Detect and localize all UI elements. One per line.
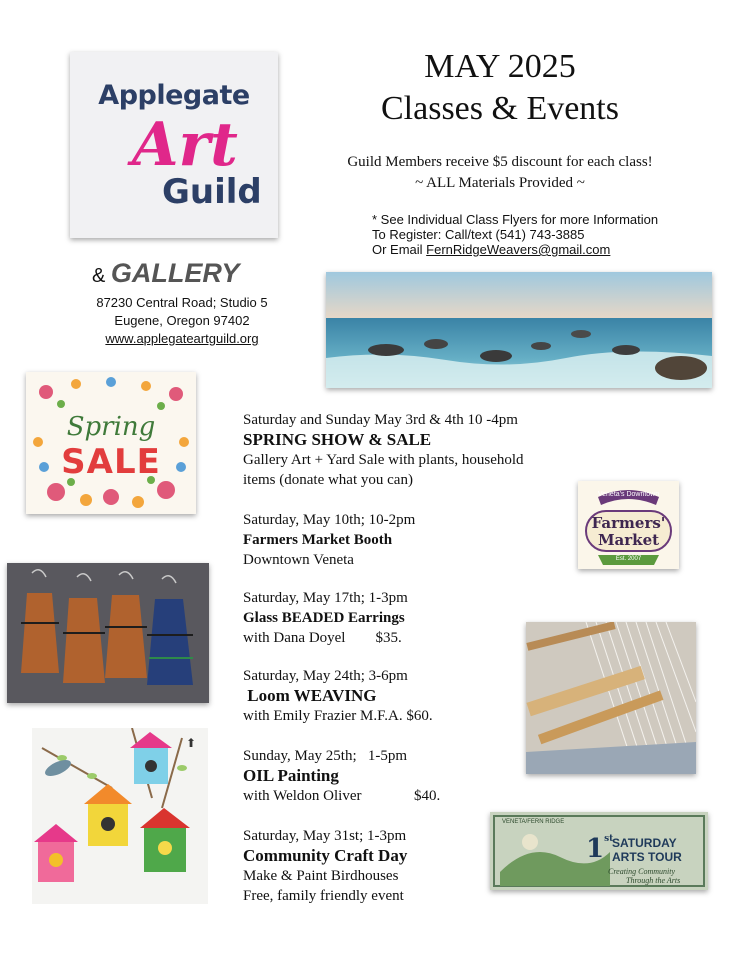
page-title: MAY 2025 bbox=[424, 48, 576, 85]
page-subtitle: Classes & Events bbox=[381, 90, 619, 127]
event-detail: with Emily Frazier M.F.A. $60. bbox=[243, 708, 433, 724]
note-flyers: * See Individual Class Flyers for more Information bbox=[372, 212, 659, 227]
event-title: Loom WEAVING bbox=[243, 686, 377, 705]
event-title: Community Craft Day bbox=[243, 846, 408, 865]
tour-tag-2: Through the Arts bbox=[626, 876, 681, 885]
discount-text: Guild Members receive $5 discount for each class! bbox=[347, 154, 653, 170]
event-date: Saturday and Sunday May 3rd & 4th 10 -4pm bbox=[243, 412, 518, 428]
event-detail: Free, family friendly event bbox=[243, 888, 404, 904]
farmers-market-image bbox=[578, 481, 679, 569]
spring-text: Spring bbox=[66, 412, 156, 442]
farmers-word: Farmers' bbox=[591, 514, 666, 532]
event-date: Sunday, May 25th; 1-5pm bbox=[243, 748, 408, 764]
logo-line-3: Guild bbox=[162, 172, 262, 212]
tour-top-text: VENETA/FERN RIDGE bbox=[502, 819, 565, 825]
tour-num: 1 bbox=[586, 834, 605, 864]
event-farmers-market bbox=[243, 510, 415, 570]
logo-line-1: Applegate bbox=[98, 80, 250, 111]
event-title: Farmers Market Booth bbox=[243, 532, 393, 548]
event-loom-weaving bbox=[243, 666, 433, 726]
website-link[interactable]: www.applegateartguild.org bbox=[105, 331, 259, 346]
event-date: Saturday, May 31st; 1-3pm bbox=[243, 828, 407, 844]
event-craft-day bbox=[243, 826, 407, 906]
event-detail: Gallery Art + Yard Sale with plants, household bbox=[243, 452, 524, 468]
market-word: Market bbox=[597, 531, 660, 549]
email-link[interactable]: FernRidgeWeavers@gmail.com bbox=[426, 242, 611, 257]
address-line-2: Eugene, Oregon 97402 bbox=[114, 313, 250, 328]
arts-tour-image bbox=[490, 812, 708, 890]
event-title: SPRING SHOW & SALE bbox=[243, 430, 432, 449]
event-detail: with Weldon Oliver $40. bbox=[243, 788, 441, 804]
event-detail: items (donate what you can) bbox=[243, 472, 413, 488]
event-date: Saturday, May 10th; 10-2pm bbox=[243, 512, 416, 528]
materials-text: ~ ALL Materials Provided ~ bbox=[415, 175, 585, 191]
note-email bbox=[372, 242, 610, 257]
email-prefix: Or Email bbox=[372, 242, 427, 257]
birdhouses-image bbox=[32, 728, 208, 904]
event-spring-show bbox=[243, 410, 524, 490]
gallery-heading bbox=[92, 258, 239, 289]
tour-line-1: SATURDAY bbox=[612, 836, 677, 850]
event-beaded-earrings bbox=[243, 588, 408, 648]
sale-text: SALE bbox=[61, 442, 161, 482]
tour-tag-1: Creating Community bbox=[608, 867, 676, 876]
event-oil-painting bbox=[243, 746, 440, 806]
event-detail: Make & Paint Birdhouses bbox=[243, 868, 399, 884]
tour-number bbox=[586, 834, 613, 864]
event-date: Saturday, May 17th; 1-3pm bbox=[243, 590, 408, 606]
farmers-top-text: Veneta's Downtown bbox=[597, 491, 660, 498]
event-detail: Downtown Veneta bbox=[243, 552, 354, 568]
gallery-title: GALLERY bbox=[110, 258, 240, 288]
guild-logo bbox=[70, 52, 278, 238]
seascape-painting bbox=[326, 272, 712, 388]
spring-sale-image bbox=[26, 372, 196, 514]
tour-st: st bbox=[604, 834, 614, 844]
loom-weaving-photo bbox=[526, 622, 696, 774]
logo-line-2: Art bbox=[132, 110, 238, 180]
event-detail: with Dana Doyel $35. bbox=[243, 630, 402, 646]
share-icon[interactable]: ⬆ bbox=[185, 736, 196, 750]
gallery-amp: & bbox=[92, 265, 111, 287]
address-line-1: 87230 Central Road; Studio 5 bbox=[96, 295, 268, 310]
note-register: To Register: Call/text (541) 743-3885 bbox=[372, 227, 585, 242]
event-title: Glass BEADED Earrings bbox=[243, 610, 405, 626]
farmers-est: Est. 2007 bbox=[615, 556, 642, 562]
event-title: OIL Painting bbox=[243, 766, 339, 785]
tour-line-2: ARTS TOUR bbox=[612, 850, 682, 864]
earrings-photo bbox=[7, 563, 209, 703]
event-date: Saturday, May 24th; 3-6pm bbox=[243, 668, 408, 684]
